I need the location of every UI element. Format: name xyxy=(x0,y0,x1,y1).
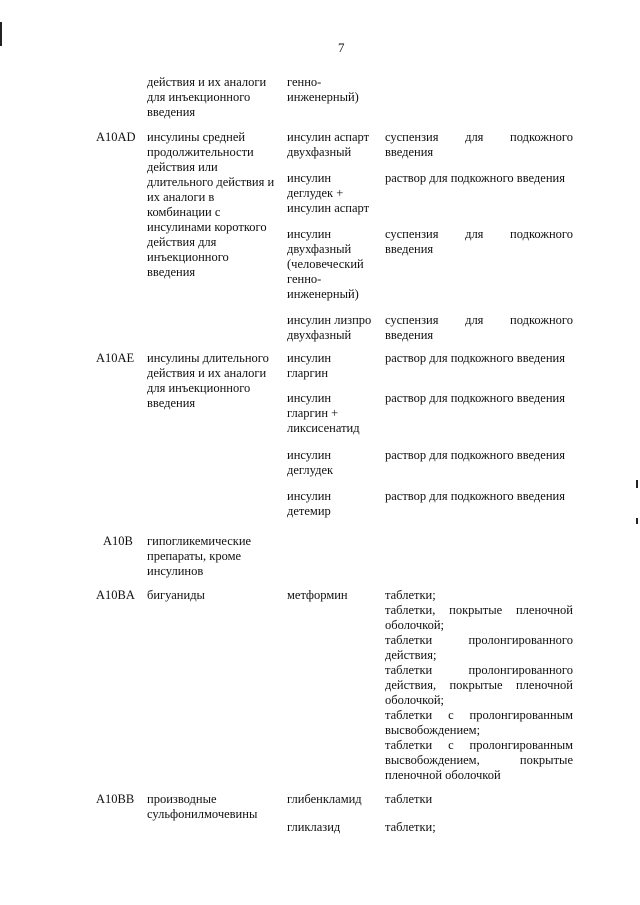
text-line: действия для xyxy=(147,235,217,249)
text-line: инсулин аспарт xyxy=(287,201,370,215)
drug-name xyxy=(287,313,382,343)
drug-name xyxy=(287,75,382,105)
text-line: для инъекционного xyxy=(147,381,251,395)
text-line: таблетки; xyxy=(385,588,436,602)
text-line: инсулин xyxy=(287,489,332,503)
text-line: раствор для подкожного введения xyxy=(385,489,565,503)
atc-code: A10B xyxy=(103,534,133,548)
text-line: пленочной оболочкой xyxy=(385,768,501,782)
text-line: инсулины средней xyxy=(147,130,246,144)
text-line: высвобождением, покрытые xyxy=(385,753,573,767)
group-name xyxy=(147,130,283,280)
text-line: инженерный) xyxy=(287,90,359,104)
text-line: таблетки с пролонгированным xyxy=(385,708,573,722)
atc-code: A10AE xyxy=(96,351,135,365)
scan-edge-mark xyxy=(636,480,638,488)
text-line: введения xyxy=(385,242,434,256)
scan-edge-mark xyxy=(636,518,638,524)
text-line: инсулин лизпро xyxy=(287,313,372,327)
text-line: введения xyxy=(147,265,196,279)
dosage-form xyxy=(385,588,573,783)
text-line: для инъекционного xyxy=(147,90,251,104)
text-line: гипогликемические xyxy=(147,534,252,548)
text-line: инсулин xyxy=(287,227,332,241)
dosage-form xyxy=(385,792,573,807)
text-line: введения xyxy=(147,105,196,119)
text-line: инсулин xyxy=(287,391,332,405)
text-line: сульфонилмочевины xyxy=(147,807,258,821)
text-line: генно- xyxy=(287,75,322,89)
group-name xyxy=(147,75,283,120)
text-line: комбинации с xyxy=(147,205,221,219)
dosage-form xyxy=(385,351,573,366)
text-line: высвобождением; xyxy=(385,723,481,737)
text-line: производные xyxy=(147,792,217,806)
text-line: действия и их аналоги xyxy=(147,366,267,380)
text-line: препараты, кроме xyxy=(147,549,242,563)
text-line: раствор для подкожного введения xyxy=(385,391,565,405)
text-line: введения xyxy=(385,328,434,342)
text-line: таблетки пролонгированного xyxy=(385,633,573,647)
text-line: длительного действия и xyxy=(147,175,275,189)
drug-name xyxy=(287,820,382,835)
text-line: инсулинов xyxy=(147,564,204,578)
text-line: суспензия для подкожного xyxy=(385,227,573,241)
dosage-form xyxy=(385,171,573,186)
text-line: детемир xyxy=(287,504,331,518)
scan-edge-mark xyxy=(0,22,2,46)
text-line: раствор для подкожного введения xyxy=(385,448,565,462)
dosage-form xyxy=(385,391,573,406)
dosage-form xyxy=(385,489,573,504)
drug-name xyxy=(287,130,382,160)
dosage-form xyxy=(385,313,573,343)
text-line: инженерный) xyxy=(287,287,359,301)
text-line: гларгин xyxy=(287,366,329,380)
text-line: введения xyxy=(385,145,434,159)
dosage-form xyxy=(385,130,573,160)
text-line: оболочкой; xyxy=(385,618,444,632)
text-line: таблетки xyxy=(385,792,433,806)
group-name xyxy=(147,351,283,411)
dosage-form xyxy=(385,820,573,835)
text-line: их аналоги в xyxy=(147,190,215,204)
text-line: раствор для подкожного введения xyxy=(385,351,565,365)
text-line: раствор для подкожного введения xyxy=(385,171,565,185)
text-line: таблетки, покрытые пленочной xyxy=(385,603,573,617)
drug-name xyxy=(287,588,382,603)
drug-name xyxy=(287,351,382,381)
drug-name xyxy=(287,448,382,478)
text-line: деглудек xyxy=(287,463,334,477)
text-line: действия, покрытые пленочной xyxy=(385,678,573,692)
text-line: таблетки с пролонгированным xyxy=(385,738,573,752)
text-line: инъекционного xyxy=(147,250,229,264)
text-line: введения xyxy=(147,396,196,410)
text-line: деглудек + xyxy=(287,186,344,200)
drug-name xyxy=(287,391,382,436)
text-line: инсулин xyxy=(287,351,332,365)
text-line: продолжительности xyxy=(147,145,254,159)
text-line: инсулин аспарт xyxy=(287,130,370,144)
group-name xyxy=(147,588,283,603)
text-line: двухфазный xyxy=(287,242,352,256)
text-line: суспензия для подкожного xyxy=(385,313,573,327)
text-line: действия и их аналоги xyxy=(147,75,267,89)
text-line: ликсисенатид xyxy=(287,421,360,435)
drug-name xyxy=(287,171,382,216)
text-line: бигуаниды xyxy=(147,588,205,602)
atc-code: A10BB xyxy=(96,792,135,806)
text-line: (человеческий xyxy=(287,257,364,271)
text-line: гларгин + xyxy=(287,406,339,420)
text-line: генно- xyxy=(287,272,322,286)
text-line: инсулинами короткого xyxy=(147,220,267,234)
text-line: таблетки; xyxy=(385,820,436,834)
text-line: двухфазный xyxy=(287,328,352,342)
text-line: действия; xyxy=(385,648,437,662)
atc-code: A10BA xyxy=(96,588,135,602)
drug-name xyxy=(287,227,382,302)
text-line: действия или xyxy=(147,160,218,174)
text-line: суспензия для подкожного xyxy=(385,130,573,144)
page-number: 7 xyxy=(338,40,345,55)
text-line: глибенкламид xyxy=(287,792,362,806)
text-line: инсулины длительного xyxy=(147,351,269,365)
dosage-form xyxy=(385,227,573,257)
text-line: гликлазид xyxy=(287,820,341,834)
group-name xyxy=(147,792,283,822)
drug-name xyxy=(287,489,382,519)
text-line: инсулин xyxy=(287,448,332,462)
text-line: двухфазный xyxy=(287,145,352,159)
atc-code: A10AD xyxy=(96,130,136,144)
text-line: инсулин xyxy=(287,171,332,185)
drug-name xyxy=(287,792,382,807)
text-line: таблетки пролонгированного xyxy=(385,663,573,677)
dosage-form xyxy=(385,448,573,463)
text-line: метформин xyxy=(287,588,348,602)
group-name xyxy=(147,534,283,579)
text-line: оболочкой; xyxy=(385,693,444,707)
